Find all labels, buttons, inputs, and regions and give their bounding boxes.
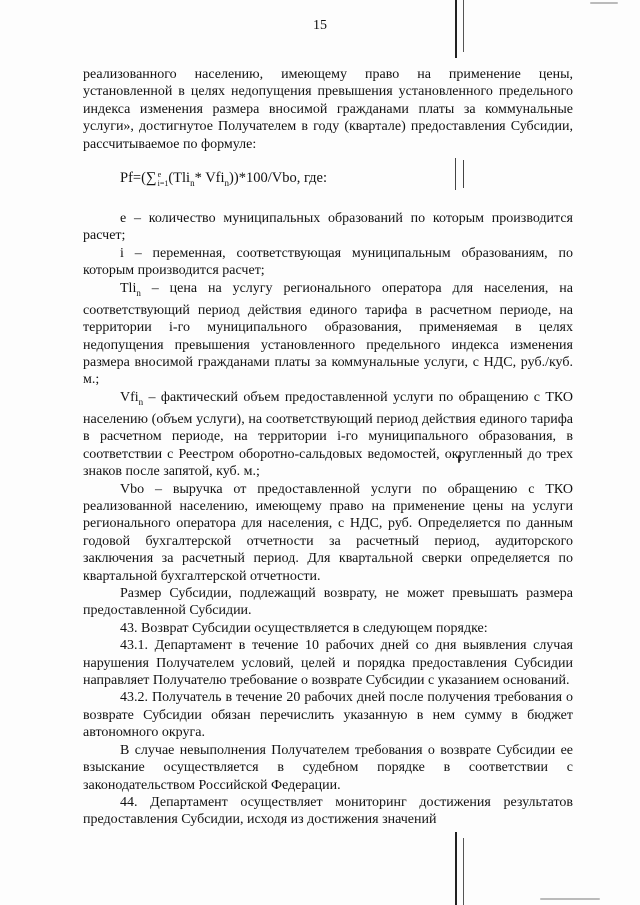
clause-44: 44. Департамент осуществляет мониторинг достижения результатов предоставления Субсидии, исходя из достижения значений [83,794,573,828]
scan-speck [540,898,600,900]
scan-edge-mark-top-2 [463,0,464,52]
clause-43-2: 43.2. Получатель в течение 20 рабочих дней после получения требования о возврате Субсидии обязан перечислить указанную в нем сумму в бюджет автономного округа. [83,690,573,741]
formula-body: (Tli [168,170,191,187]
sum-symbol: ∑ e i=1 [145,169,169,188]
document-body [83,66,573,829]
formula-tail: ))*100/Vbo, где: [229,170,328,187]
formula-lhs: Pf=( [120,170,146,187]
paragraph-continuation: реализованного населению, имеющему право на применение цены, установленной в целях недопущения превышения установленного предельного индекса изменения размера вносимой гражданами платы за коммунальные услуги», достигнутое Получателем в году (квартале) предоставления Субсидии, рассчитываемое по формуле: [83,67,573,152]
paragraph-subsidy-limit: Размер Субсидии, подлежащий возврату, не может превышать размера предоставленной Субсидии. [83,586,573,619]
formula-subscript: n [190,177,195,188]
scan-edge-mark-bottom [455,832,457,905]
scan-edge-mark-top [455,0,457,58]
sum-upper-limit: e [157,169,162,179]
sum-lower-limit: i=1 [157,178,169,188]
scan-speck [590,2,618,4]
scan-edge-mark-bottom-2 [463,838,464,905]
definition-vbo: Vbo – выручка от предоставленной услуги по обращению с ТКО реализованной населению, имеющему право на применение цены на услуги регионального оператора для населения, с НДС, руб. Определяется по данным годовой бухгалтерской отчетности за расчетный период, аудиторского заключения за расчетный период. Для квартальной сверки определяется по квартальной бухгалтерской отчетности. [83,481,573,584]
paragraph-recovery: В случае невыполнения Получателем требования о возврате Субсидии ее взыскание осуществляется в судебном порядке в соответствии с законодательством Российской Федерации. [83,742,573,793]
formula-mult: * Vfi [194,170,225,187]
clause-43-1: 43.1. Департамент в течение 10 рабочих дней со дня выявления случая нарушения Получателем условий, целей и порядка предоставления Субсидии направляет Получателю требование о возврате Субсидии с указанием оснований. [83,638,573,689]
page-number: 15 [313,18,327,33]
clause-43: 43. Возврат Субсидии осуществляется в следующем порядке: [120,620,488,636]
formula-subscript: n [224,177,230,188]
definition-vfi: Vfi$_n$ – фактический объем предоставленной услуги по обращению с ТКО населению (объем услуги), на соответствующий период действия единого тарифа в расчетном периоде, на территории i-го муниципального образования, в соответствии с Реестром оборотно-сальдовых ведомостей, округленный до трех знаков после запятой, куб. м.; [83,389,573,480]
definition-i: i – переменная, соответствующая муниципальным образованиям, по которым производится расчет; [83,245,573,279]
definition-e: е – количество муниципальных образований по которым производится расчет; [83,210,573,244]
formula [83,165,573,196]
definition-tli: Tli$_n$ – цена на услугу регионального оператора для населения, на соответствующий период действия единого тарифа в расчетном периоде, на территории i-го муниципального образования, применяемая в целях недопущения превышения установленного предельного индекса изменения размера вносимой гражданами платы за коммунальные услуги, с НДС, руб./куб. м.; [83,280,573,388]
